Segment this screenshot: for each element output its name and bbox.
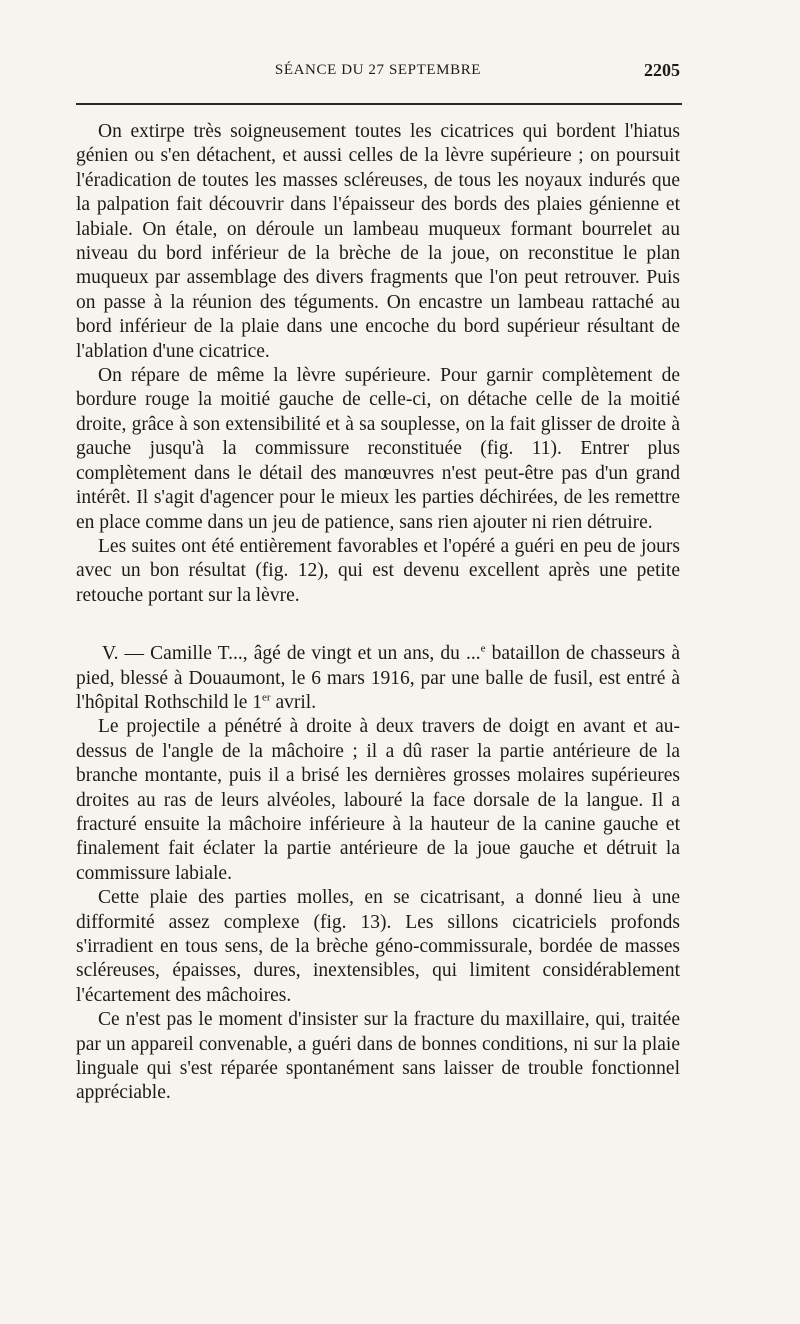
- case-intro-text: V. — Camille T..., âgé de vingt et un ans, du ...: [102, 643, 481, 665]
- paragraph-lip-repair: On répare de même la lèvre supérieure. Pour garnir complètement de bordure rouge la moitié gauche de celle-ci, on détache celle de la moitié droite, grâce à son extensibilité et à sa souplesse, on la fait glisser de droite à gauche jusqu'à la commissure reconstituée (fig. 11). Entrer plus complètement dans le détail des manœuvres n'est peut-être pas d'un grand intérêt. Il s'agit d'agencer pour le mieux les parties déchirées, de les remettre en place comme dans un jeu de patience, sans rien ajouter ni rien détruire.: [76, 365, 680, 533]
- ordinal-superscript: er: [262, 691, 271, 704]
- paragraph-case-v: [76, 642, 680, 715]
- paragraph-outcome: Les suites ont été entièrement favorables et l'opéré a guéri en peu de jours avec un bon résultat (fig. 12), qui est devenu excellent après une petite retouche portant sur la lèvre.: [76, 535, 680, 606]
- section-gap: [76, 608, 680, 642]
- ordinal-superscript: e: [480, 642, 486, 655]
- page-number: 2205: [644, 60, 680, 80]
- paragraph-fracture: Ce n'est pas le moment d'insister sur la fracture du maxillaire, qui, traitée par un appareil convenable, a guéri dans de bonnes conditions, ni sur la plaie linguale qui s'est réparée spontanément sans laisser de trouble fonctionnel appréciable.: [76, 1009, 680, 1104]
- body-text: [76, 120, 680, 1106]
- case-end-text: avril.: [270, 691, 317, 713]
- paragraph-excision: On extirpe très soigneusement toutes les cicatrices qui bordent l'hiatus génien ou s'en détachent, et aussi celles de la lèvre supérieure ; on poursuit l'éradication de toutes les masses scléreuses, de tous les noyaux indurés que la palpation fait découvrir dans l'épaisseur des bords des plaies génienne et labiale. On étale, on déroule un lambeau muqueux formant bourrelet au niveau du bord inférieur de la brèche de la joue, on reconstitue le plan muqueux par assemblage des divers fragments que l'on peut retrouver. Puis on passe à la réunion des téguments. On encastre un lambeau rattaché au bord inférieur de la plaie dans une encoche du bord supérieur résultant de l'ablation d'une cicatrice.: [76, 121, 680, 362]
- running-title: SÉANCE DU 27 SEPTEMBRE: [274, 62, 482, 78]
- paragraph-projectile: Le projectile a pénétré à droite à deux travers de doigt en avant et au-dessus de l'angle de la mâchoire ; il a dû raser la partie antérieure de la branche montante, puis il a brisé les dernières grosses molaires supérieures droites au ras de leurs alvéoles, labouré la face dorsale de la langue. Il a fracturé ensuite la mâchoire inférieure à la hauteur de la canine gauche et finalement fait éclater la partie antérieure de la joue gauche et détruit la commissure labiale.: [76, 716, 680, 884]
- page-header: [76, 60, 680, 92]
- case-details-text: bataillon de chasseurs à pied, blessé à Douaumont, le 6 mars 1916, par une balle de fusil, est entré à l'hôpital Rothschild le 1: [76, 643, 680, 713]
- paragraph-deformity: Cette plaie des parties molles, en se cicatrisant, a donné lieu à une difformité assez complexe (fig. 13). Les sillons cicatriciels profonds s'irradient en tous sens, de la brèche géno-commissurale, bordée de masses scléreuses, épaisses, dures, inextensibles, qui limitent considérablement l'écartement des mâchoires.: [76, 887, 680, 1006]
- header-rule: [76, 103, 682, 105]
